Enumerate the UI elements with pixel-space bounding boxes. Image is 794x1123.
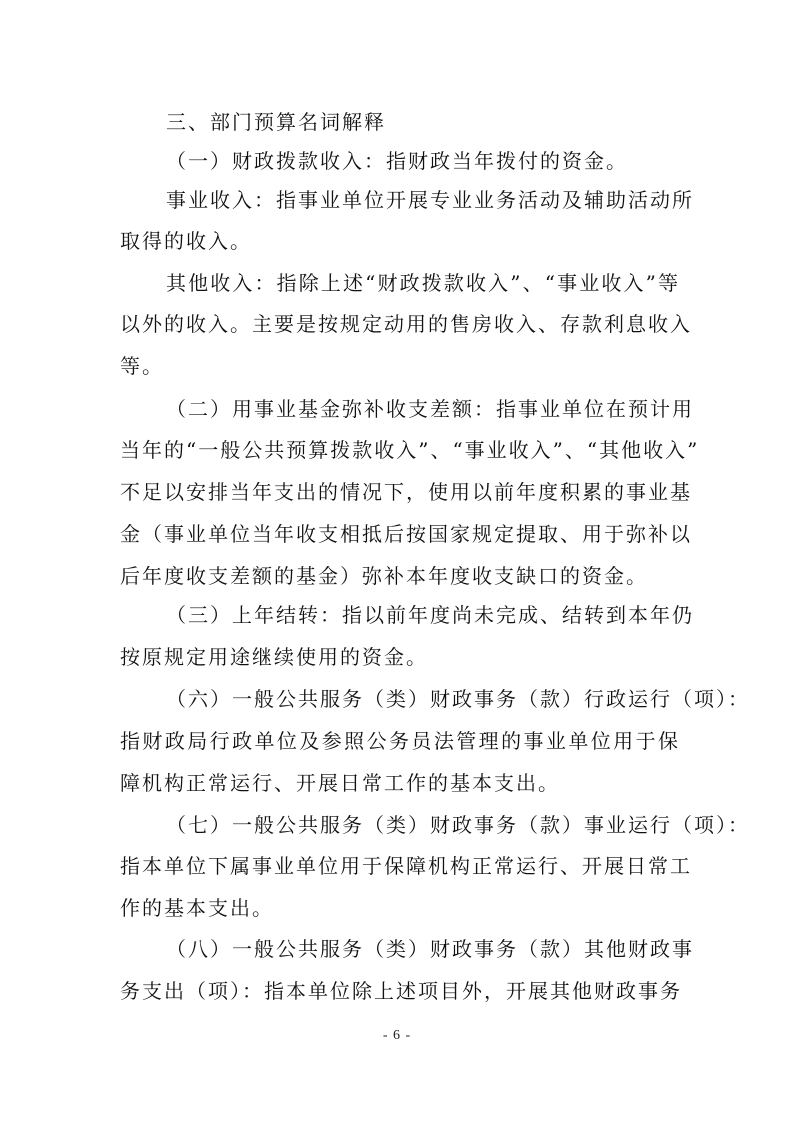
paragraph-line: 取得的收入。 bbox=[120, 229, 252, 253]
paragraph-line: （二）用事业基金弥补收支差额：指事业单位在预计用 bbox=[166, 397, 694, 421]
paragraph-line: （六）一般公共服务（类）财政事务（款）行政运行（项）： bbox=[166, 687, 750, 711]
paragraph-line: 其他收入：指除上述“财政拨款收入”、“事业收入”等 bbox=[166, 271, 680, 295]
paragraph-line: 当年的“一般公共预算拨款收入”、“事业收入”、“其他收入” bbox=[120, 438, 700, 462]
section-heading: 三、部门预算名词解释 bbox=[166, 110, 386, 134]
paragraph-line: 事业收入：指事业单位开展专业业务活动及辅助活动所 bbox=[166, 188, 694, 212]
paragraph-line: （一）财政拨款收入：指财政当年拨付的资金。 bbox=[166, 149, 628, 173]
paragraph-line: 障机构正常运行、开展日常工作的基本支出。 bbox=[120, 771, 560, 795]
paragraph-line: （三）上年结转：指以前年度尚未完成、结转到本年仍 bbox=[166, 603, 694, 627]
page-number: - 6 - bbox=[382, 1028, 412, 1043]
paragraph-line: 后年度收支差额的基金）弥补本年度收支缺口的资金。 bbox=[120, 564, 648, 588]
paragraph-line: 指财政局行政单位及参照公务员法管理的事业单位用于保 bbox=[120, 729, 680, 753]
paragraph-line: 务支出（项）：指本单位除上述项目外，开展其他财政事务 bbox=[120, 979, 682, 1003]
paragraph-line: （八）一般公共服务（类）财政事务（款）其他财政事 bbox=[166, 937, 694, 961]
paragraph-line: 按原规定用途继续使用的资金。 bbox=[120, 645, 428, 669]
paragraph-line: 不足以安排当年支出的情况下，使用以前年度积累的事业基 bbox=[120, 480, 692, 504]
paragraph-line: 等。 bbox=[120, 354, 164, 378]
paragraph-line: 指本单位下属事业单位用于保障机构正常运行、开展日常工 bbox=[120, 854, 692, 878]
paragraph-line: 作的基本支出。 bbox=[120, 896, 274, 920]
paragraph-line: 金（事业单位当年收支相抵后按国家规定提取、用于弥补以 bbox=[120, 522, 692, 546]
paragraph-line: （七）一般公共服务（类）财政事务（款）事业运行（项）： bbox=[166, 813, 750, 837]
paragraph-line: 以外的收入。主要是按规定动用的售房收入、存款利息收入 bbox=[120, 312, 692, 336]
